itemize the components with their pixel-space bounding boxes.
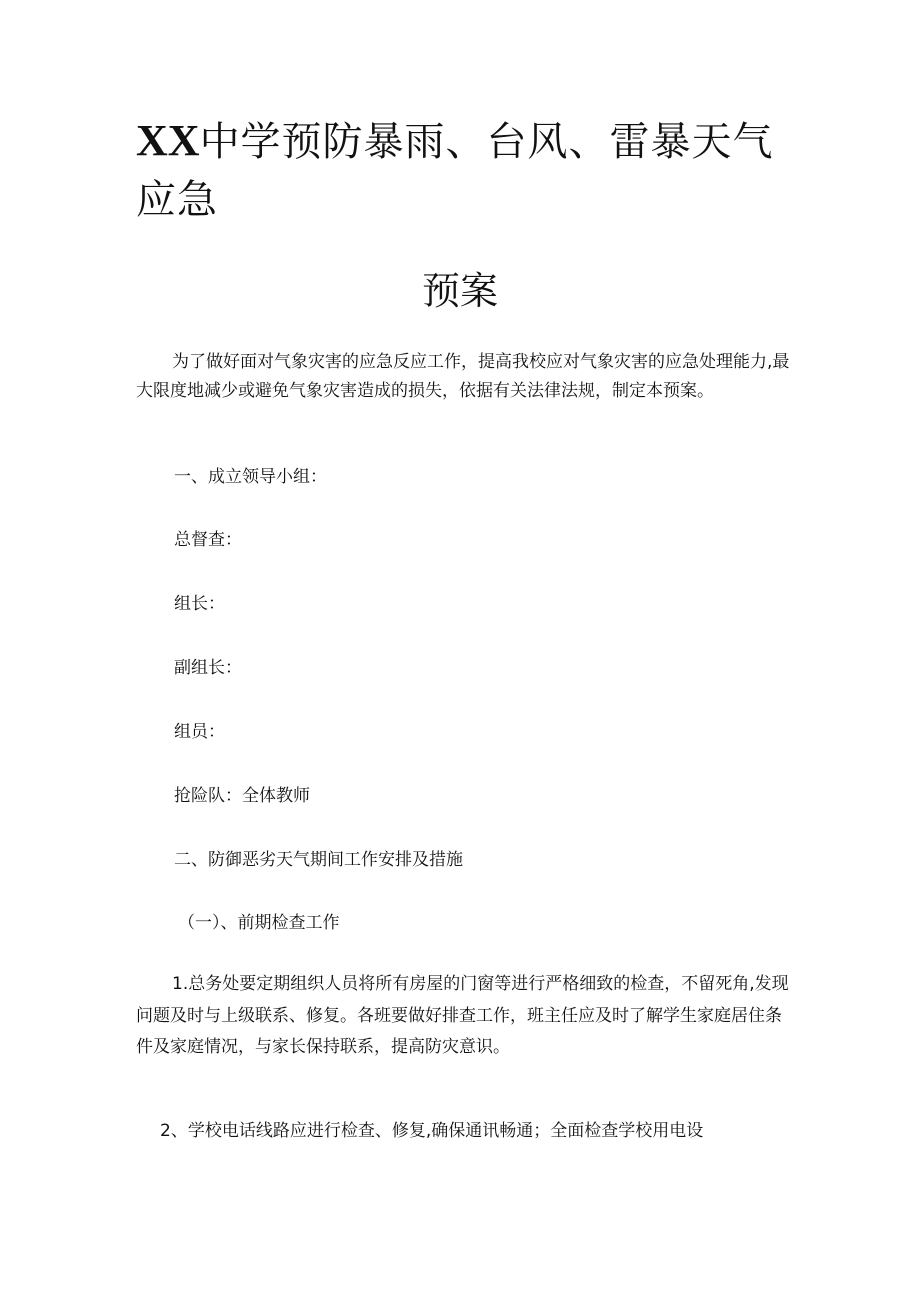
team-leader-label: 组长： (174, 594, 225, 614)
inspection-item-2: 2、学校电话线路应进行检查、修复,确保通讯畅通；全面检查学校用电设 (160, 1121, 704, 1141)
subsection-heading-inspection: （一）、前期检查工作 (178, 913, 340, 933)
section-heading-measures: 二、防御恶劣天气期间工作安排及措施 (174, 850, 463, 870)
rescue-team-line: 抢险队：全体教师 (174, 786, 310, 806)
title-text: 中学预防暴雨、台风、雷暴天气应急 (136, 119, 774, 223)
members-label: 组员： (174, 722, 225, 742)
document-subtitle: 预案 (421, 269, 498, 313)
title-prefix: XX (136, 116, 200, 165)
inspection-item-1: 1.总务处要定期组织人员将所有房屋的门窗等进行严格细致的检查，不留死角,发现问题及时与上级联系、修复。各班要做好排查工作，班主任应及时了解学生家庭居住条件及家庭情况，与家长保持联系，提高防灾意识。 (136, 974, 789, 1057)
intro-paragraph: 为了做好面对气象灾害的应急反应工作，提高我校应对气象灾害的应急处理能力,最大限度地减少或避免气象灾害造成的损失，依据有关法律法规，制定本预案。 (136, 352, 790, 401)
deputy-leader-label: 副组长： (174, 658, 242, 678)
section-heading-leadership: 一、成立领导小组： (174, 467, 327, 487)
document-title (136, 112, 786, 229)
chief-supervisor-label: 总督查： (174, 530, 242, 550)
